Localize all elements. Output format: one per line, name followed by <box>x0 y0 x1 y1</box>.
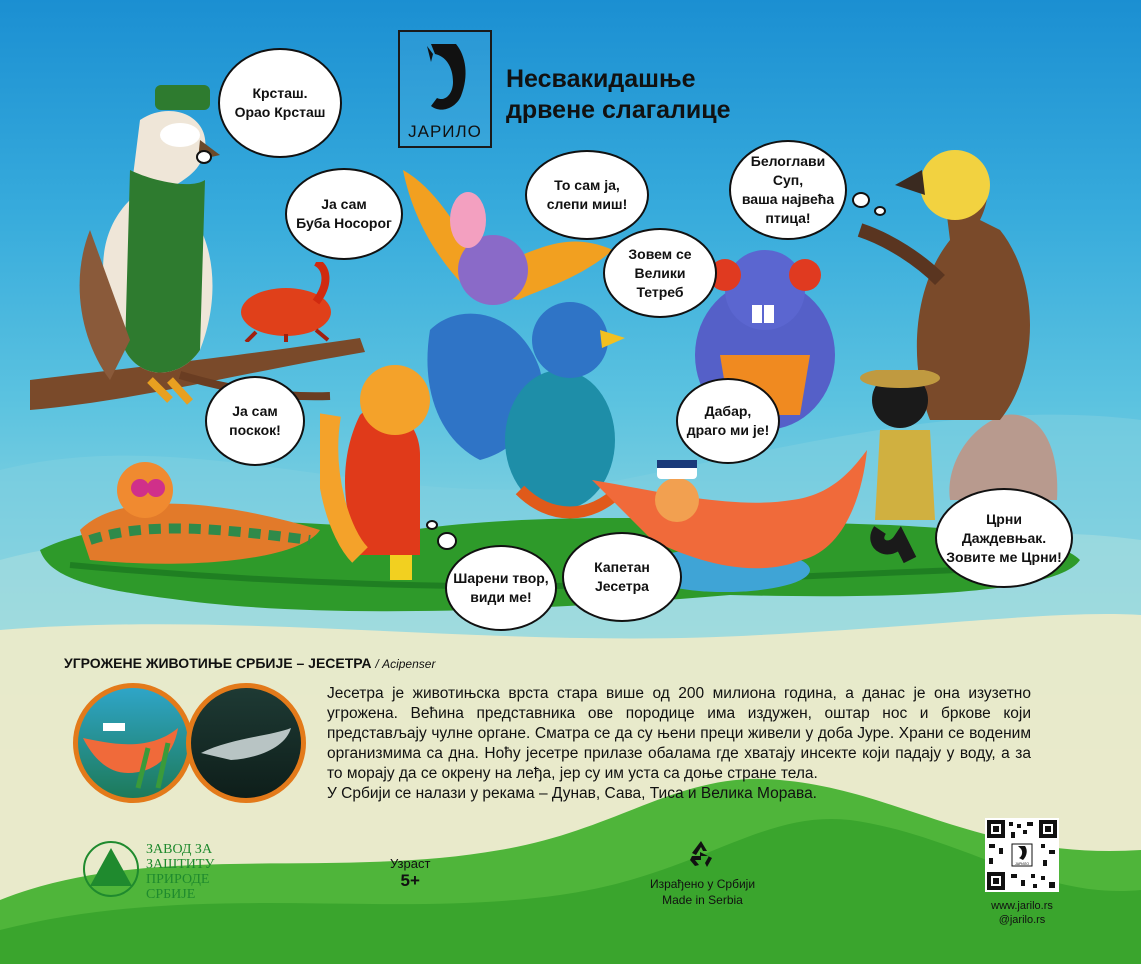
sturgeon-photo-image <box>191 688 301 798</box>
beetle-character <box>236 262 346 342</box>
real-sturgeon-photo <box>186 683 306 803</box>
age-info <box>390 856 430 891</box>
latin-name: / Acipenser <box>375 657 436 671</box>
jarilo-logo <box>398 30 492 148</box>
logo-text: ЈАРИЛО <box>408 122 482 141</box>
description <box>327 684 1031 804</box>
bubble-dot <box>196 150 212 164</box>
headline-line-2: дрвене слагалице <box>506 96 731 124</box>
recycle-icon <box>685 838 717 870</box>
bubble-dazdevnjak: Црни Даждевњак. Зовите ме Црни! <box>935 488 1073 588</box>
eagle-character <box>70 80 250 410</box>
bubble-tetreb: Зовем се Велики Тетреб <box>603 228 717 318</box>
cartoon-sturgeon-image <box>78 688 188 798</box>
polecat-character <box>320 355 440 585</box>
viper-character <box>70 450 330 580</box>
qr-code-image <box>985 818 1059 892</box>
made-en: Made in Serbia <box>662 893 743 907</box>
website-info <box>972 899 1072 927</box>
bubble-orao: Крсташ. Орао Крсташ <box>218 48 342 158</box>
description-text: Јесетра је животињска врста стара више од 200 милиона година, а данас је она изузетно угрожена. Већина представника ове породице има издужен, оштар нос и бркове који представљају чулне органе. Сматра се да су њени преци живели у доба Јуре. Храни се воденим организмима са дна. Ноћу јесетре прилазе обалама где хватају инсекте који падају у воду, а за то морају да се окрену на леђа, јер су им уста са доње стране тела. <box>327 685 1031 782</box>
bubble-sup: Белоглави Суп, ваша највећа птица! <box>729 140 847 240</box>
bubble-mis: То сам ја, слепи миш! <box>525 150 649 240</box>
headline <box>506 64 731 126</box>
zavod-line: ЗАШТИТУ <box>146 857 215 872</box>
description-rivers: У Србији се налази у рекама – Дунав, Сава, Тиса и Велика Морава. <box>327 785 817 802</box>
zavod-text <box>146 842 214 902</box>
bubble-dot <box>426 520 438 530</box>
qr-logo-text: ЈАРИЛО <box>1015 862 1029 866</box>
made-sr: Израђено у Србији <box>649 877 756 891</box>
zavod-triangle-logo-icon <box>82 840 140 898</box>
illustration-photo <box>73 683 193 803</box>
horse-head-logo-icon <box>401 36 491 126</box>
zavod-line: ЗАВОД ЗА <box>146 842 213 857</box>
bubble-dot <box>437 532 457 550</box>
zavod-line: ПРИРОДЕ <box>146 872 210 887</box>
made-in <box>640 876 765 908</box>
bubble-tvor: Шарени твор, види ме! <box>445 545 557 631</box>
bubble-dabar: Дабар, драго ми је! <box>676 378 780 464</box>
age-label: Узраст <box>390 856 431 871</box>
bubble-dot <box>874 206 886 216</box>
website-link[interactable]: www.jarilo.rs <box>991 900 1053 912</box>
qr-code[interactable] <box>985 818 1059 892</box>
bubble-buba: Ја сам Буба Носорог <box>285 168 403 260</box>
bubble-dot <box>852 192 870 208</box>
section-title <box>64 655 435 671</box>
bubble-poskok: Ја сам поскок! <box>205 376 305 466</box>
headline-line-1: Несвакидашње <box>506 65 696 93</box>
age-value: 5+ <box>400 871 420 890</box>
title-text: УГРОЖЕНЕ ЖИВОТИЊЕ СРБИЈЕ – ЈЕСЕТРА <box>64 655 372 671</box>
zavod-line: СРБИЈЕ <box>146 887 196 902</box>
bubble-jesetra: Капетан Јесетра <box>562 532 682 622</box>
social-handle[interactable]: @jarilo.rs <box>998 914 1046 926</box>
